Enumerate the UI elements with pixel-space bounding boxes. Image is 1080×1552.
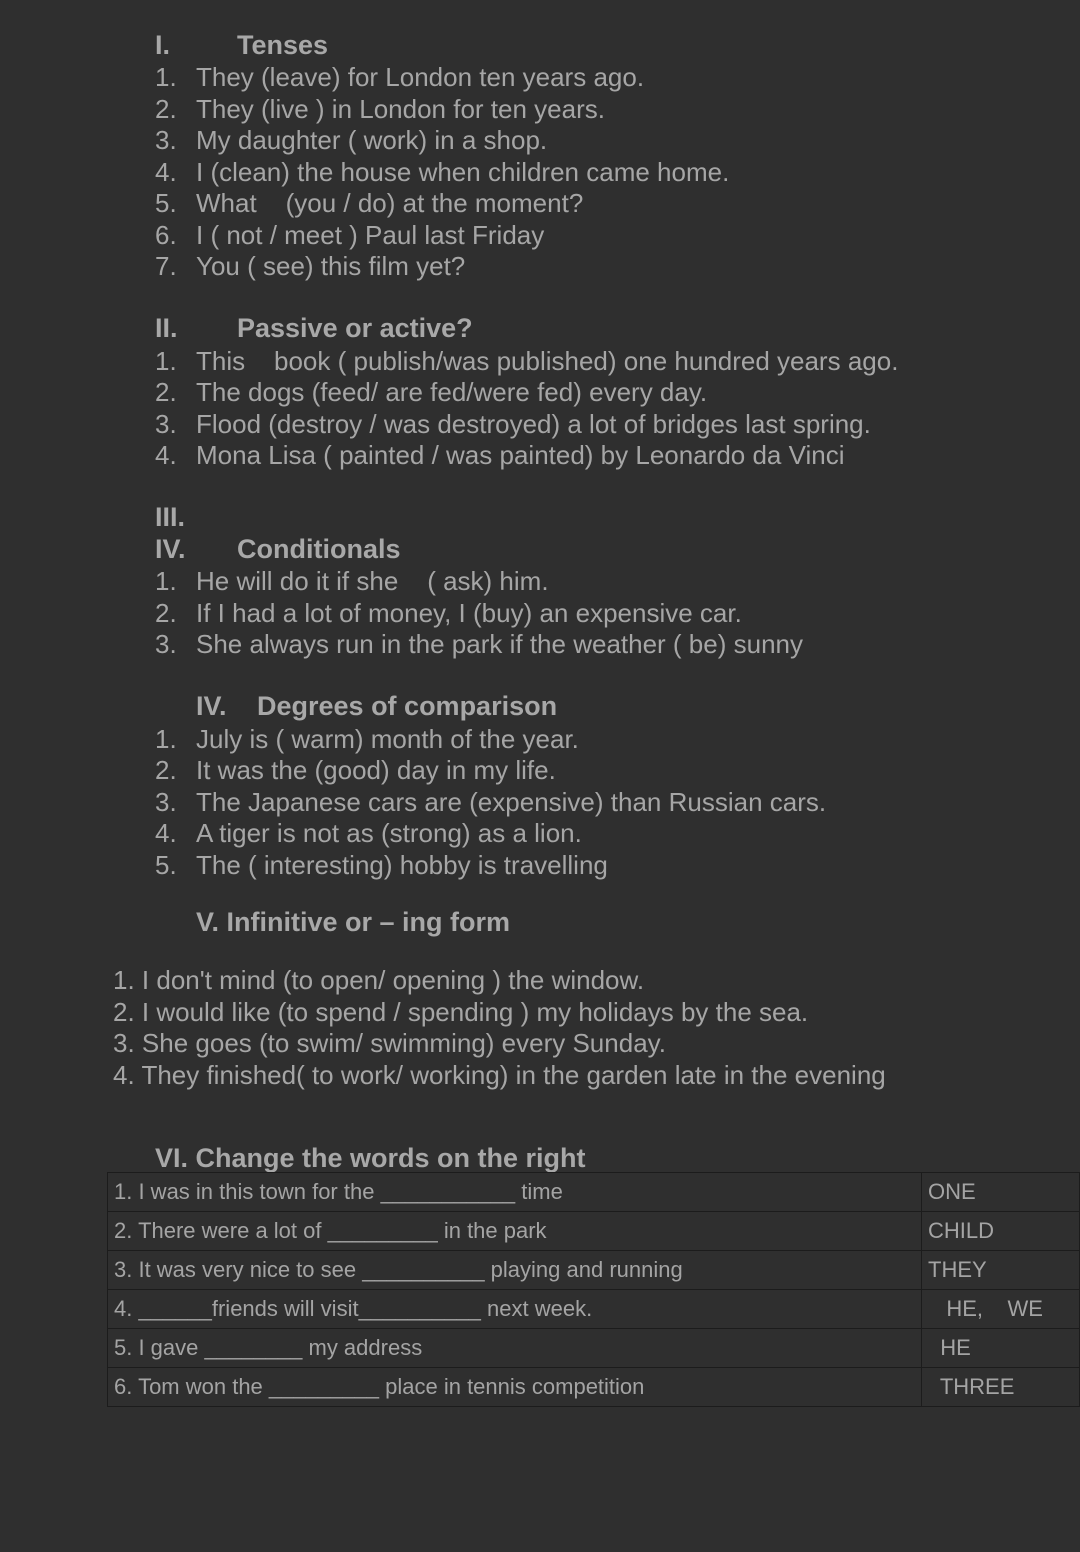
section-numeral: IV. (196, 691, 227, 721)
exercise-item: A tiger is not as (strong) as a lion. (196, 818, 582, 848)
table-row (108, 1368, 1080, 1407)
item-number: 3. (155, 409, 177, 439)
exercise-item: The ( interesting) hobby is travelling (196, 850, 608, 880)
exercise-item: I (clean) the house when children came home. (196, 157, 730, 187)
item-number: 3. (155, 787, 177, 817)
exercise-item: 3. She goes (to swim/ swimming) every Sunday. (113, 1028, 666, 1058)
item-number: 4. (155, 440, 177, 470)
exercise-item: 1. I don't mind (to open/ opening ) the window. (113, 965, 645, 995)
item-number: 4. (155, 157, 177, 187)
section-heading: Conditionals (237, 534, 401, 564)
item-number: 2. (155, 598, 177, 628)
section-heading: V. Infinitive or – ing form (196, 907, 511, 937)
exercise-item: They (live ) in London for ten years. (196, 94, 605, 124)
exercise-item: The Japanese cars are (expensive) than Russian cars. (196, 787, 827, 817)
item-number: 1. (155, 346, 177, 376)
item-number: 6. (155, 220, 177, 250)
section-numeral: I. (155, 30, 171, 60)
word-cell: THEY (922, 1251, 1080, 1290)
sentence-cell: 1. I was in this town for the ___________ time (108, 1173, 922, 1212)
section-numeral: II. (155, 313, 178, 343)
word-cell: CHILD (922, 1212, 1080, 1251)
word-cell: ONE (922, 1173, 1080, 1212)
section-numeral: IV. (155, 534, 186, 564)
sentence-cell: 3. It was very nice to see __________ playing and running (108, 1251, 922, 1290)
item-number: 7. (155, 251, 177, 281)
item-number: 1. (155, 566, 177, 596)
word-cell: THREE (922, 1368, 1080, 1407)
item-number: 1. (155, 62, 177, 92)
word-cell: HE, WE (922, 1290, 1080, 1329)
section-numeral: III. (155, 502, 186, 532)
section-heading: VI. Change the words on the right (155, 1143, 586, 1173)
exercise-item: It was the (good) day in my life. (196, 755, 556, 785)
item-number: 2. (155, 94, 177, 124)
sentence-cell: 5. I gave ________ my address (108, 1329, 922, 1368)
table-row (108, 1173, 1080, 1212)
item-number: 4. (155, 818, 177, 848)
exercise-item: Flood (destroy / was destroyed) a lot of bridges last spring. (196, 409, 871, 439)
exercise-item: She always run in the park if the weather ( be) sunny (196, 629, 803, 659)
table-row (108, 1251, 1080, 1290)
sentence-cell: 4. ______friends will visit__________ next week. (108, 1290, 922, 1329)
exercise-item: My daughter ( work) in a shop. (196, 125, 548, 155)
exercise-item: I ( not / meet ) Paul last Friday (196, 220, 545, 250)
word-cell: HE (922, 1329, 1080, 1368)
section-heading: Passive or active? (237, 313, 473, 343)
item-number: 3. (155, 125, 177, 155)
exercise-item: The dogs (feed/ are fed/were fed) every day. (196, 377, 708, 407)
sentence-cell: 6. Tom won the _________ place in tennis competition (108, 1368, 922, 1407)
item-number: 2. (155, 755, 177, 785)
table-row (108, 1212, 1080, 1251)
table-row (108, 1290, 1080, 1329)
item-number: 3. (155, 629, 177, 659)
exercise-item: 4. They finished( to work/ working) in the garden late in the evening (113, 1060, 886, 1090)
exercise-item: July is ( warm) month of the year. (196, 724, 579, 754)
section-heading: Tenses (237, 30, 329, 60)
item-number: 1. (155, 724, 177, 754)
exercise-item: They (leave) for London ten years ago. (196, 62, 645, 92)
exercise-item: What (you / do) at the moment? (196, 188, 584, 218)
exercise-item: He will do it if she ( ask) him. (196, 566, 549, 596)
exercise-item: This book ( publish/was published) one hundred years ago. (196, 346, 899, 376)
item-number: 5. (155, 188, 177, 218)
exercise-item: If I had a lot of money, I (buy) an expensive car. (196, 598, 742, 628)
word-change-table (107, 1172, 1080, 1407)
sentence-cell: 2. There were a lot of _________ in the park (108, 1212, 922, 1251)
exercise-item: Mona Lisa ( painted / was painted) by Leonardo da Vinci (196, 440, 845, 470)
item-number: 2. (155, 377, 177, 407)
exercise-item: 2. I would like (to spend / spending ) my holidays by the sea. (113, 997, 809, 1027)
exercise-item: You ( see) this film yet? (196, 251, 466, 281)
section-heading: Degrees of comparison (257, 691, 558, 721)
table-row (108, 1329, 1080, 1368)
item-number: 5. (155, 850, 177, 880)
